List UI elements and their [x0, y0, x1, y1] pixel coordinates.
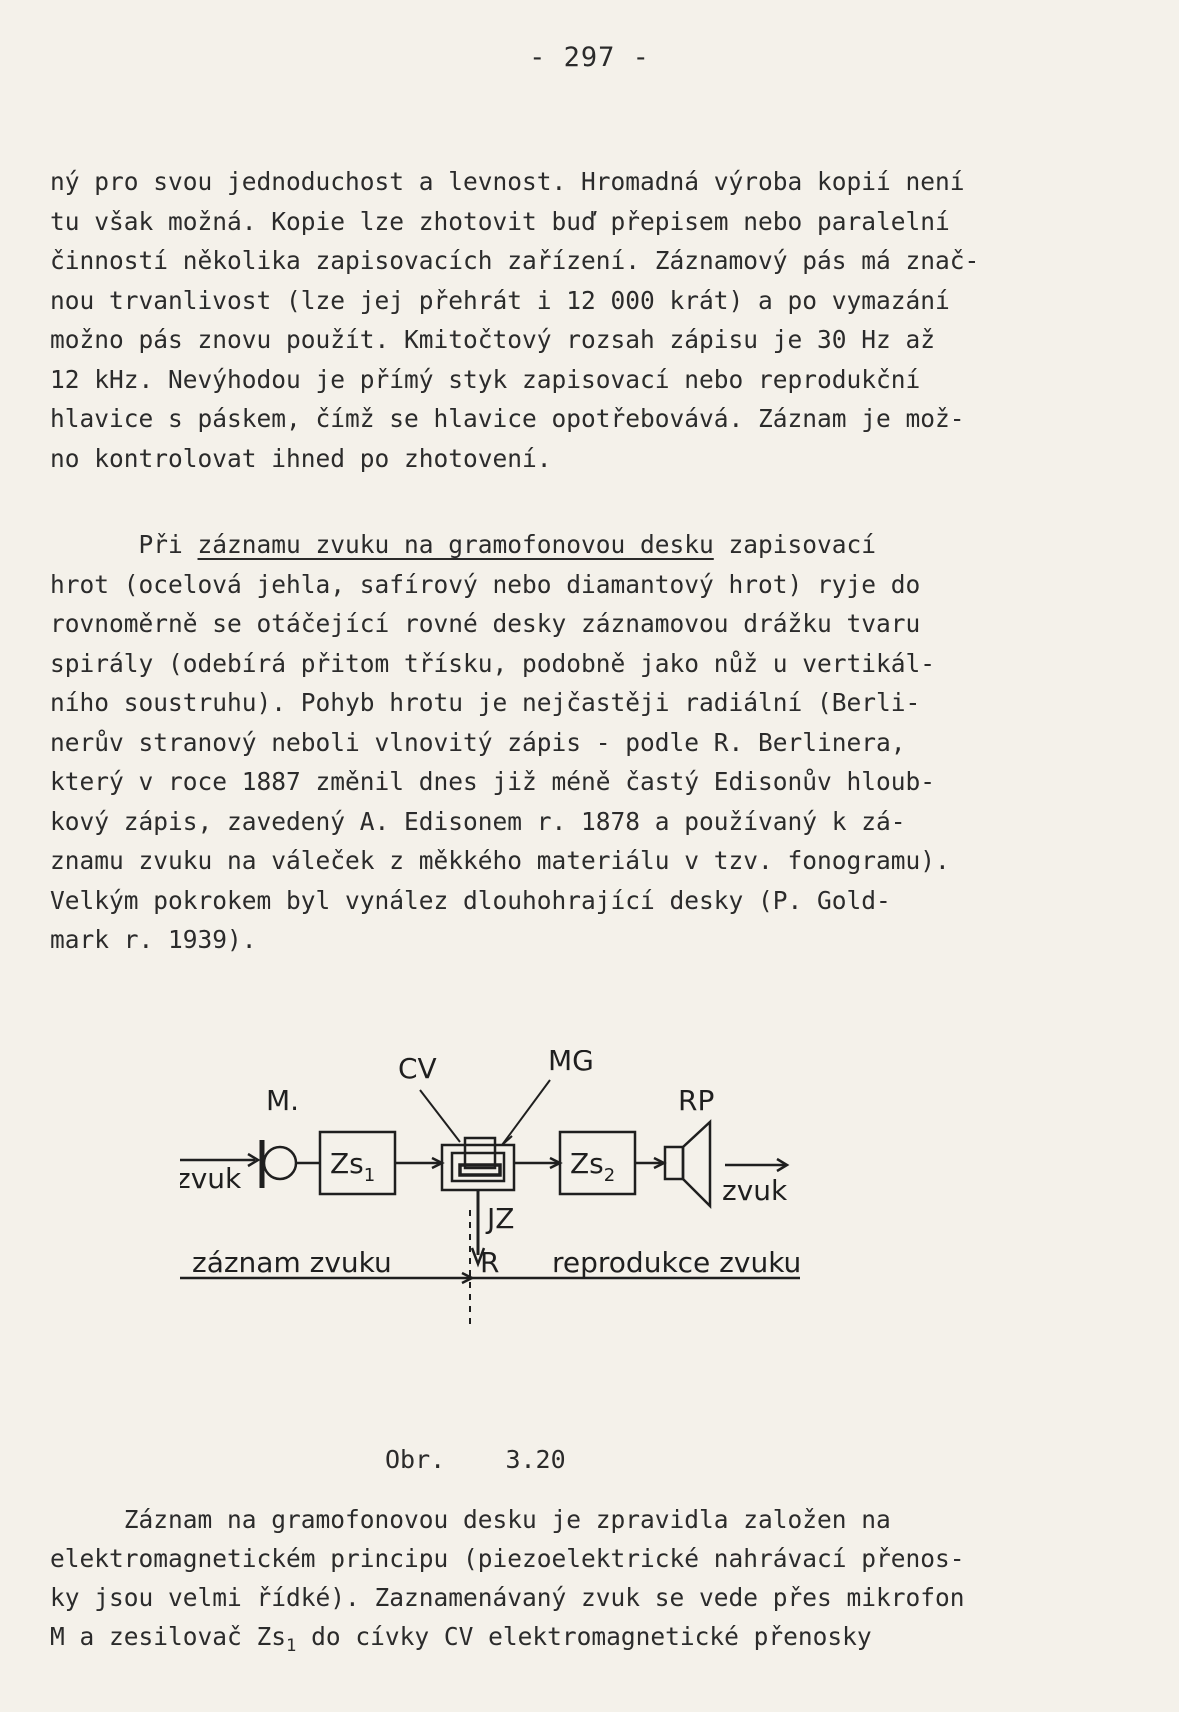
- label-record: R: [480, 1246, 500, 1279]
- underlined-term: záznamu zvuku na gramofonovou desku: [197, 530, 714, 559]
- label-amplifier-1: [330, 1147, 375, 1186]
- text-line: spirály (odebírá přitom třísku, podobně jako nůž u vertikál-: [50, 648, 936, 678]
- label-speaker: RP: [678, 1084, 715, 1117]
- speaker-magnet: [665, 1147, 683, 1179]
- microphone-icon: [264, 1147, 296, 1179]
- caption-prefix: Obr.: [385, 1445, 446, 1474]
- text-line: nerův stranový neboli vlnovitý zápis - podle R. Berlinera,: [50, 727, 906, 757]
- amp2-subscript: 2: [603, 1165, 616, 1186]
- speaker-cone: [683, 1122, 710, 1206]
- text-line: znamu zvuku na váleček z měkkého materiálu v tzv. fonogramu).: [50, 846, 950, 875]
- page-number: - 297 -: [529, 42, 650, 73]
- text-prefix: M a zesilovač Zs: [50, 1622, 287, 1651]
- text-line: 12 kHz. Nevýhodou je přímý styk zapisovací nebo reprodukční: [50, 364, 921, 394]
- text-line: ky jsou velmi řídké). Zaznamenávaný zvuk se vede přes mikrofon: [50, 1583, 965, 1612]
- text-prefix: Při: [50, 530, 198, 559]
- text-line: ný pro svou jednoduchost a levnost. Hromadná výroba kopií není: [50, 167, 965, 196]
- amp1-subscript: 1: [363, 1165, 376, 1186]
- text-line: ního soustruhu). Pohyb hrotu je nejčastěji radiální (Berli-: [50, 688, 921, 717]
- text-line: tu však možná. Kopie lze zhotovit buď přepisem nebo paralelní: [50, 206, 950, 236]
- amp-subscript: 1: [286, 1635, 297, 1656]
- caption-number: 3.20: [505, 1445, 566, 1474]
- label-stylus: JZ: [487, 1202, 515, 1235]
- label-coil: CV: [398, 1052, 437, 1085]
- text-suffix: zapisovací: [713, 530, 877, 559]
- label-sound-out: zvuk: [722, 1174, 788, 1207]
- amp1-name: Zs: [330, 1147, 364, 1180]
- label-sound-in: zvuk: [180, 1162, 242, 1195]
- paragraph-2: [50, 525, 1110, 960]
- text-line: kový zápis, zavedený A. Edisonem r. 1878 a používaný k zá-: [50, 806, 906, 836]
- text-line: hrot (ocelová jehla, safírový nebo diamantový hrot) ryje do: [50, 569, 921, 599]
- diagram-svg: [180, 1050, 880, 1380]
- text-line-last: [50, 1617, 1110, 1656]
- text-line: rovnoměrně se otáčející rovné desky záznamovou drážku tvaru: [50, 609, 921, 638]
- text-line: který v roce 1887 změnil dnes již méně častý Edisonův hloub-: [50, 767, 936, 796]
- text-line: no kontrolovat ihned po zhotovení.: [50, 443, 552, 473]
- label-reproduction: reprodukce zvuku: [552, 1246, 802, 1279]
- text-line: činností několika zapisovacích zařízení. Záznamový pás má znač-: [50, 246, 980, 275]
- mg-pointer: [502, 1080, 550, 1145]
- text-line: Velkým pokrokem byl vynález dlouhohrající desky (P. Gold-: [50, 885, 891, 915]
- figure-caption: [385, 1445, 566, 1474]
- text-suffix: do cívky CV elektromagnetické přenosky: [296, 1622, 872, 1651]
- label-amplifier-2: [570, 1147, 615, 1186]
- label-magnet: MG: [548, 1050, 594, 1077]
- amp2-name: Zs: [570, 1147, 604, 1180]
- recording-diagram: [180, 1050, 880, 1380]
- armature: [460, 1165, 500, 1175]
- text-line: nou trvanlivost (lze jej přehrát i 12 000 krát) a po vymazání: [50, 285, 950, 315]
- paragraph-3: [50, 1500, 1110, 1656]
- text-line: elektromagnetickém principu (piezoelektrické nahrávací přenos-: [50, 1544, 965, 1573]
- paragraph-1: [50, 162, 1110, 478]
- text-line: hlavice s páskem, čímž se hlavice opotřebovává. Záznam je mož-: [50, 404, 965, 433]
- text-line-first: [50, 525, 1110, 565]
- text-line: mark r. 1939).: [50, 925, 257, 954]
- cv-pointer: [420, 1090, 460, 1142]
- label-recording: záznam zvuku: [192, 1246, 392, 1279]
- text-line: možno pás znovu použít. Kmitočtový rozsah zápisu je 30 Hz až: [50, 325, 936, 354]
- text-line: Záznam na gramofonovou desku je zpravidla založen na: [50, 1505, 891, 1534]
- label-microphone: M.: [266, 1084, 300, 1117]
